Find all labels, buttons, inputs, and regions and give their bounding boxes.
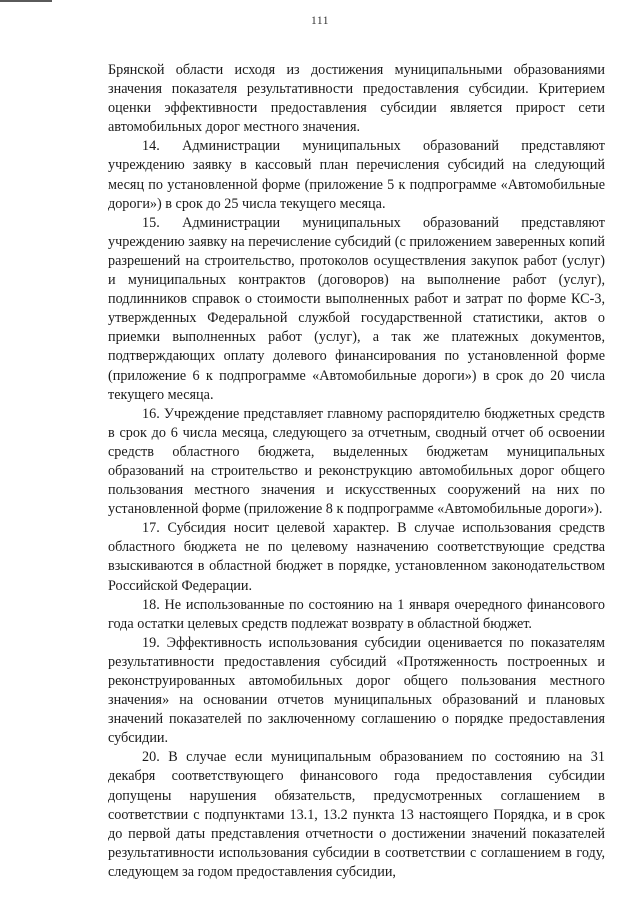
paragraph-16: 16. Учреждение представляет главному распорядителю бюджетных средств в срок до 6 числа месяца, следующего за отчетным, сводный отчет об освоении средств областного бюджета, выделенных бюджетам муниципальных образований на строительство и реконструкцию автомобильных дорог общего пользования местного значения и искусственных сооружений на них по установленной форме (приложение 8 к подпрограмме «Автомобильные дороги»). <box>108 405 605 518</box>
page-number: 111 <box>311 15 329 27</box>
paragraph-14: 14. Администрации муниципальных образований представляют учреждению заявку в кассовый план перечисления субсидий на следующий месяц по установленной форме (приложение 5 к подпрограмме «Автомобильные дороги») в срок до 25 числа текущего месяца. <box>108 138 605 212</box>
top-edge-rule <box>0 0 52 2</box>
paragraph-18: 18. Не использованные по состоянию на 1 января очередного финансового года остатки целевых средств подлежат возврату в областной бюджет. <box>108 596 605 632</box>
paragraph-19: 19. Эффективность использования субсидии оценивается по показателям результативности предоставления субсидий «Протяженность построенных и реконструированных автомобильных дорог общего пользования местного значения» на основании отчетов муниципальных образований и плановых значений показателей по заключенному соглашению о порядке предоставления субсидии. <box>108 634 605 747</box>
paragraph-17: 17. Субсидия носит целевой характер. В случае использования средств областного бюджета не по целевому назначению соответствующие средства взыскиваются в областной бюджет в порядке, установленном законодательством Российской Федерации. <box>108 520 605 594</box>
paragraph-continuation: Брянской области исходя из достижения муниципальными образованиями значения показателя результативности предоставления субсидии. Критерием оценки эффективности предоставления субсидии является прирост сети автомобильных дорог местного значения. <box>108 62 605 136</box>
paragraph-15: 15. Администрации муниципальных образований представляют учреждению заявку на перечисление субсидий (с приложением заверенных копий разрешений на строительство, протоколов осуществления закупок работ (услуг) и муниципальных контрактов (договоров) на выполнение работ (услуг), подлинников справок о стоимости выполненных работ и затрат по форме КС-3, утвержденных Федеральной службой государственной статистики, актов о приемки выполненных работ (услуг), а так же платежных документов, подтверждающих оплату долевого финансирования по установленной форме (приложение 6 к подпрограмме «Автомобильные дороги») в срок до 20 числа текущего месяца. <box>108 214 605 403</box>
document-body <box>108 61 605 882</box>
paragraph-20: 20. В случае если муниципальным образованием по состоянию на 31 декабря соответствующего финансового года предоставления субсидии допущены нарушения обязательств, предусмотренных соглашением в соответствии с подпунктами 13.1, 13.2 пункта 13 настоящего Порядка, и в срок до первой даты представления отчетности о достижении значений показателей результативности использования субсидии в соответствии с соглашением в году, следующем за годом предоставления субсидии, <box>108 749 605 880</box>
